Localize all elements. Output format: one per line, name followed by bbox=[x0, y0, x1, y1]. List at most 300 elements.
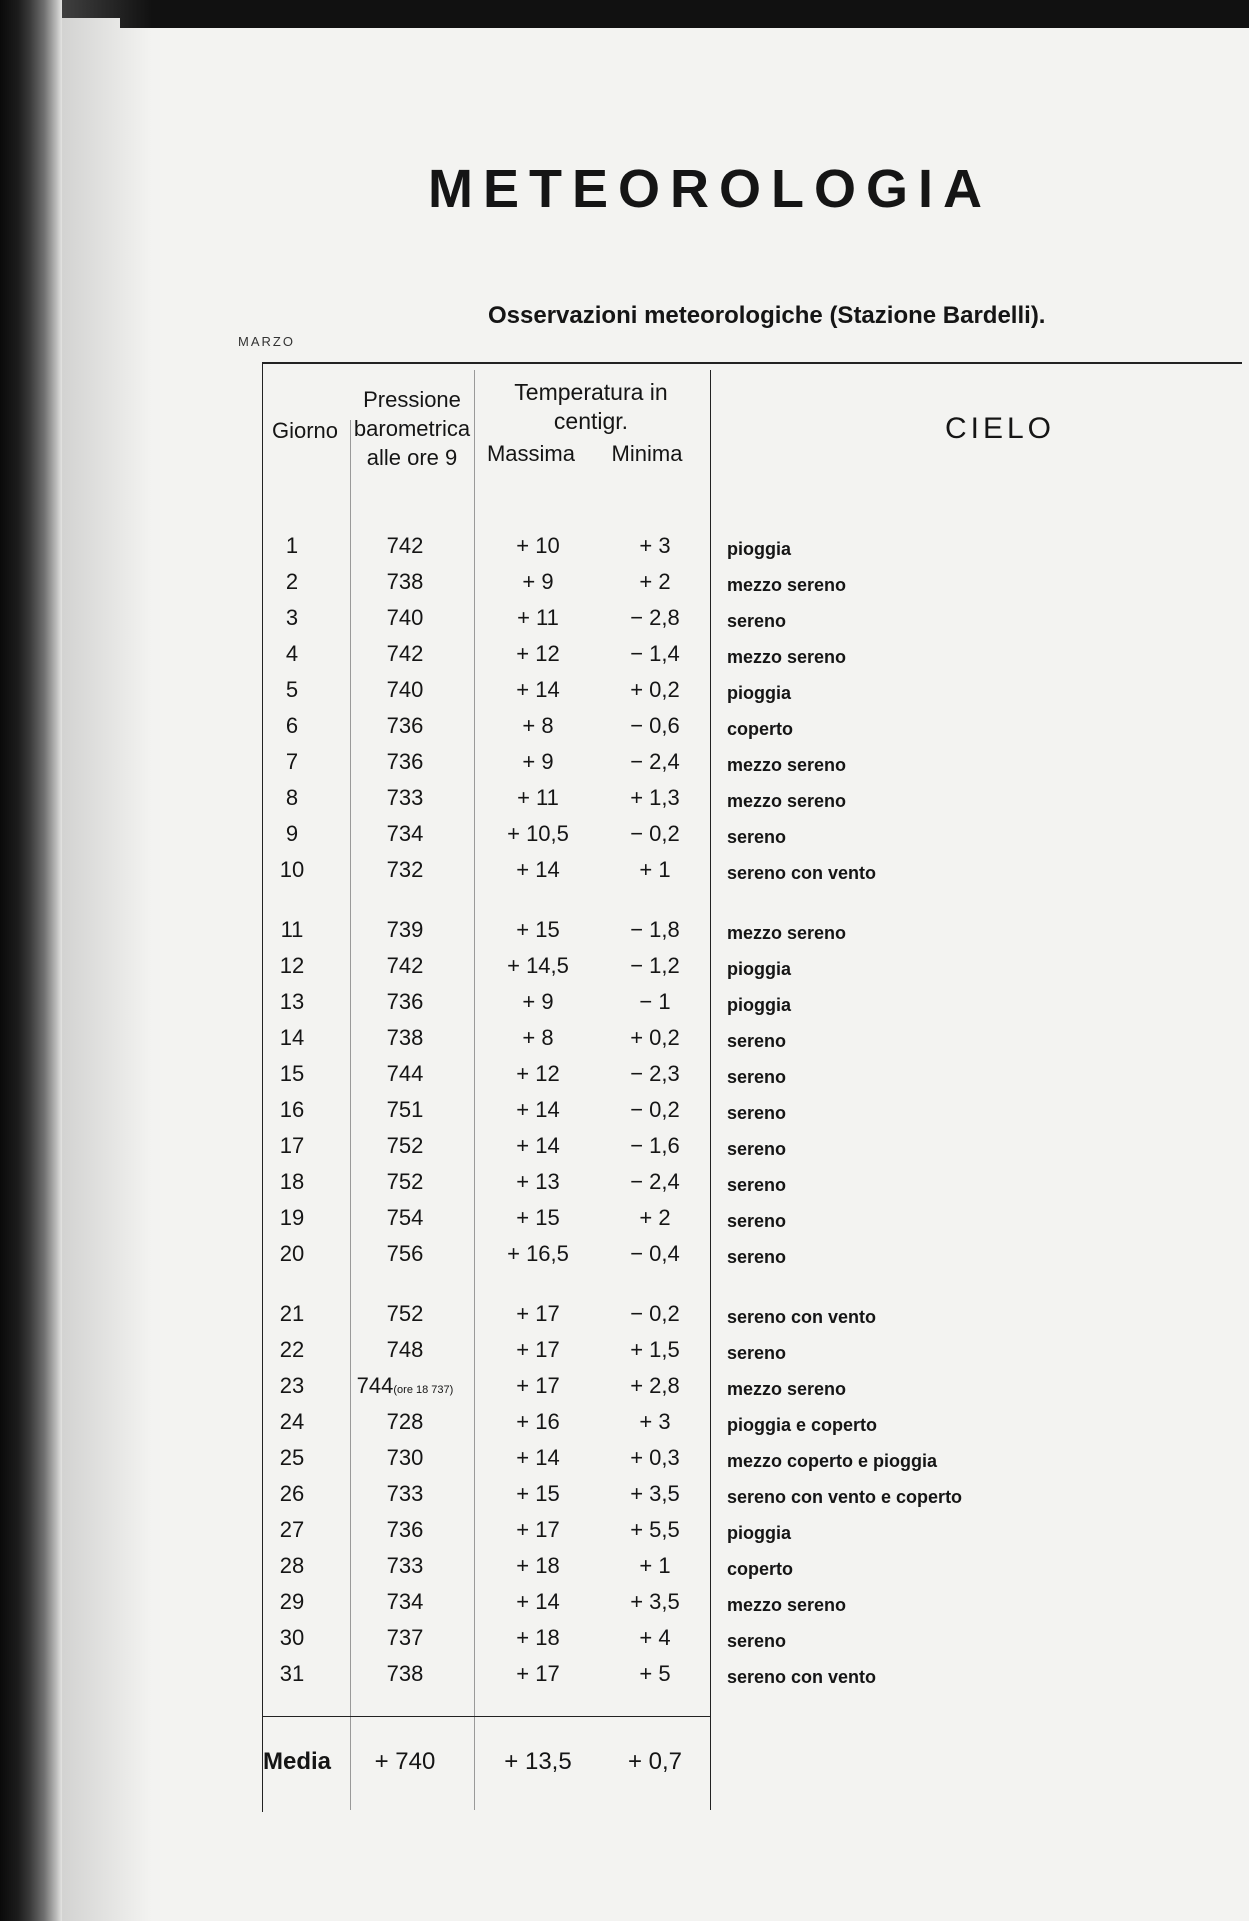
day-cell-text: 27 bbox=[279, 1517, 305, 1542]
media-top-rule bbox=[262, 1716, 710, 1717]
pressure-cell bbox=[350, 533, 460, 559]
pressure-cell bbox=[350, 1625, 460, 1651]
pressure-cell bbox=[350, 785, 460, 811]
max-temp-cell bbox=[478, 1373, 598, 1399]
table-row bbox=[262, 1517, 962, 1553]
pressure-cell bbox=[350, 1445, 460, 1471]
sky-cell-text: sereno bbox=[727, 827, 787, 847]
min-temp-cell bbox=[600, 1445, 710, 1471]
sky-cell-text: sereno bbox=[727, 611, 787, 631]
day-cell bbox=[262, 1097, 322, 1123]
sky-cell-text: mezzo sereno bbox=[727, 1595, 847, 1615]
pressure-cell bbox=[350, 857, 460, 883]
sky-cell-text: mezzo sereno bbox=[727, 575, 847, 595]
min-temp-cell-text: − 1,6 bbox=[630, 1133, 680, 1158]
sky-cell-text: sereno con vento e coperto bbox=[727, 1487, 963, 1507]
pressure-cell-text: 742 bbox=[386, 953, 424, 978]
pressure-cell bbox=[350, 953, 460, 979]
sky-cell-text: pioggia bbox=[727, 995, 791, 1015]
scan-top-edge bbox=[120, 18, 1249, 32]
pressure-cell bbox=[350, 1301, 460, 1327]
table-row bbox=[262, 1097, 962, 1133]
max-temp-cell-text: + 17 bbox=[516, 1373, 560, 1398]
table-row bbox=[262, 857, 962, 893]
day-cell bbox=[262, 857, 322, 883]
pressure-cell-text: 737 bbox=[386, 1625, 424, 1650]
header-cielo: CIELO bbox=[944, 412, 1056, 445]
min-temp-cell bbox=[600, 1661, 710, 1687]
pressure-cell-text: 734 bbox=[386, 821, 424, 846]
min-temp-cell bbox=[600, 989, 710, 1015]
max-temp-cell bbox=[478, 677, 598, 703]
min-temp-cell-text: + 5,5 bbox=[630, 1517, 680, 1542]
pressure-cell bbox=[350, 713, 460, 739]
sky-cell-text: sereno bbox=[727, 1631, 787, 1651]
min-temp-cell-text: + 2 bbox=[639, 569, 671, 594]
day-cell-text: 5 bbox=[285, 677, 299, 702]
max-temp-cell bbox=[478, 1409, 598, 1435]
day-cell bbox=[262, 1553, 322, 1579]
min-temp-cell bbox=[600, 1373, 710, 1399]
max-temp-cell-text: + 10 bbox=[516, 533, 560, 558]
min-temp-cell bbox=[600, 1481, 710, 1507]
sky-cell-text: pioggia bbox=[727, 959, 791, 979]
day-cell-text: 3 bbox=[285, 605, 299, 630]
max-temp-cell bbox=[478, 1205, 598, 1231]
sky-cell bbox=[727, 575, 846, 596]
min-temp-cell-text: + 3,5 bbox=[630, 1481, 680, 1506]
min-temp-cell bbox=[600, 1205, 710, 1231]
min-temp-cell bbox=[600, 569, 710, 595]
max-temp-cell-text: + 14 bbox=[516, 677, 560, 702]
max-temp-cell bbox=[478, 857, 598, 883]
sky-cell-text: sereno bbox=[727, 1343, 787, 1363]
sky-cell bbox=[727, 1487, 962, 1508]
day-cell bbox=[262, 1517, 322, 1543]
table-row bbox=[262, 1445, 962, 1481]
pressure-cell-text: 752 bbox=[386, 1133, 424, 1158]
day-cell-text: 21 bbox=[279, 1301, 305, 1326]
table-top-rule bbox=[262, 362, 1242, 364]
table-row bbox=[262, 953, 962, 989]
day-cell-text: 29 bbox=[279, 1589, 305, 1614]
day-cell-text: 23 bbox=[279, 1373, 305, 1398]
sky-cell-text: sereno con vento bbox=[727, 1667, 877, 1687]
day-cell-text: 28 bbox=[279, 1553, 305, 1578]
day-cell bbox=[262, 1133, 322, 1159]
max-temp-cell bbox=[478, 917, 598, 943]
day-cell-text: 19 bbox=[279, 1205, 305, 1230]
day-cell bbox=[262, 785, 322, 811]
pressure-cell bbox=[350, 605, 460, 631]
max-temp-cell-text: + 9 bbox=[522, 749, 554, 774]
day-cell-text: 18 bbox=[279, 1169, 305, 1194]
day-cell-text: 17 bbox=[279, 1133, 305, 1158]
day-cell bbox=[262, 989, 322, 1015]
sky-cell-text: coperto bbox=[727, 719, 794, 739]
sky-cell bbox=[727, 647, 846, 668]
pressure-cell-text: 736 bbox=[386, 713, 424, 738]
pressure-cell-text: 744 bbox=[356, 1373, 394, 1398]
min-temp-cell-text: − 0,4 bbox=[630, 1241, 680, 1266]
pressure-cell bbox=[350, 1241, 460, 1267]
day-cell bbox=[262, 1169, 322, 1195]
max-temp-cell-text: + 17 bbox=[516, 1301, 560, 1326]
pressure-cell bbox=[350, 1553, 460, 1579]
sky-cell-text: pioggia bbox=[727, 683, 791, 703]
max-temp-cell-text: + 16 bbox=[516, 1409, 560, 1434]
sky-cell-text: mezzo sereno bbox=[727, 923, 847, 943]
pressure-cell bbox=[350, 1481, 460, 1507]
header-giorno: Giorno bbox=[271, 418, 339, 443]
sky-cell bbox=[727, 1595, 846, 1616]
pressure-cell bbox=[350, 1337, 460, 1363]
sky-cell bbox=[727, 923, 846, 944]
max-temp-cell bbox=[478, 953, 598, 979]
max-temp-cell bbox=[478, 1553, 598, 1579]
min-temp-cell-text: + 3 bbox=[639, 1409, 671, 1434]
min-temp-cell-text: − 1,2 bbox=[630, 953, 680, 978]
pressure-cell bbox=[350, 1409, 460, 1435]
min-temp-cell bbox=[600, 1589, 710, 1615]
min-temp-cell-text: − 1,4 bbox=[630, 641, 680, 666]
max-temp-cell bbox=[478, 1517, 598, 1543]
pressure-cell-text: 736 bbox=[386, 1517, 424, 1542]
min-temp-cell-text: + 4 bbox=[639, 1625, 671, 1650]
sky-cell-text: pioggia e coperto bbox=[727, 1415, 878, 1435]
day-cell-text: 26 bbox=[279, 1481, 305, 1506]
day-cell bbox=[262, 1445, 322, 1471]
min-temp-cell-text: − 1 bbox=[639, 989, 671, 1014]
max-temp-cell-text: + 14 bbox=[516, 1133, 560, 1158]
max-temp-cell bbox=[478, 1097, 598, 1123]
min-temp-cell bbox=[600, 1517, 710, 1543]
pressure-cell-text: 738 bbox=[386, 569, 424, 594]
min-temp-cell-text: − 2,4 bbox=[630, 749, 680, 774]
pressure-cell-text: 752 bbox=[386, 1301, 424, 1326]
min-temp-cell-text: − 1,8 bbox=[630, 917, 680, 942]
day-cell-text: 11 bbox=[280, 917, 304, 942]
sky-cell-text: sereno bbox=[727, 1175, 787, 1195]
pressure-cell-text: 733 bbox=[386, 785, 424, 810]
max-temp-cell-text: + 9 bbox=[522, 989, 554, 1014]
min-temp-cell bbox=[600, 605, 710, 631]
table-row bbox=[262, 1337, 962, 1373]
table-row bbox=[262, 1661, 962, 1697]
day-cell bbox=[262, 917, 322, 943]
min-temp-cell bbox=[600, 821, 710, 847]
table-row bbox=[262, 1133, 962, 1169]
table-row bbox=[262, 1061, 962, 1097]
pressure-cell bbox=[350, 989, 460, 1015]
table-row bbox=[262, 749, 962, 785]
sky-cell-text: mezzo sereno bbox=[727, 791, 847, 811]
table-row bbox=[262, 989, 962, 1025]
max-temp-cell-text: + 18 bbox=[516, 1625, 560, 1650]
max-temp-cell-text: + 14,5 bbox=[507, 953, 569, 978]
sky-cell-text: sereno bbox=[727, 1247, 787, 1267]
min-temp-cell-text: + 3,5 bbox=[630, 1589, 680, 1614]
day-cell bbox=[262, 713, 322, 739]
pressure-cell bbox=[350, 1133, 460, 1159]
min-temp-cell bbox=[600, 1301, 710, 1327]
max-temp-cell-text: + 14 bbox=[516, 1097, 560, 1122]
min-temp-cell-text: + 2 bbox=[639, 1205, 671, 1230]
table-row bbox=[262, 1301, 962, 1337]
min-temp-cell-text: + 3 bbox=[639, 533, 671, 558]
sky-cell bbox=[727, 1559, 793, 1580]
pressure-cell-text: 733 bbox=[386, 1481, 424, 1506]
pressure-cell-text: 742 bbox=[386, 533, 424, 558]
sky-cell bbox=[727, 1631, 786, 1652]
month-label: MARZO bbox=[238, 334, 295, 349]
day-cell-text: 9 bbox=[285, 821, 299, 846]
min-temp-cell bbox=[600, 1133, 710, 1159]
day-cell bbox=[262, 1337, 322, 1363]
binding-shadow bbox=[62, 0, 152, 1921]
sky-cell-text: pioggia bbox=[727, 1523, 791, 1543]
sky-cell-text: mezzo sereno bbox=[727, 755, 847, 775]
max-temp-cell bbox=[478, 1025, 598, 1051]
sky-cell bbox=[727, 1415, 877, 1436]
table-row bbox=[262, 785, 962, 821]
table-row bbox=[262, 1481, 962, 1517]
min-temp-cell bbox=[600, 1061, 710, 1087]
day-cell-text: 16 bbox=[279, 1097, 305, 1122]
max-temp-cell-text: + 15 bbox=[516, 1205, 560, 1230]
day-cell bbox=[262, 821, 322, 847]
max-temp-cell-text: + 13 bbox=[516, 1169, 560, 1194]
sky-cell bbox=[727, 611, 786, 632]
day-cell-text: 30 bbox=[279, 1625, 305, 1650]
sky-cell bbox=[727, 755, 846, 776]
book-binding-edge bbox=[0, 0, 62, 1921]
day-cell bbox=[262, 1301, 322, 1327]
max-temp-cell-text: + 11 bbox=[517, 785, 559, 810]
min-temp-cell bbox=[600, 749, 710, 775]
max-temp-cell bbox=[478, 989, 598, 1015]
sky-cell bbox=[727, 539, 791, 560]
table-row bbox=[262, 641, 962, 677]
sky-cell-text: mezzo sereno bbox=[727, 647, 847, 667]
day-cell bbox=[262, 953, 322, 979]
media-max: + 13,5 bbox=[504, 1748, 572, 1775]
max-temp-cell-text: + 17 bbox=[516, 1517, 560, 1542]
min-temp-cell-text: − 0,2 bbox=[630, 1301, 680, 1326]
pressure-cell-text: 739 bbox=[386, 917, 424, 942]
min-temp-cell-text: + 1,3 bbox=[630, 785, 680, 810]
min-temp-cell bbox=[600, 857, 710, 883]
max-temp-cell bbox=[478, 569, 598, 595]
sky-cell-text: mezzo coperto e pioggia bbox=[727, 1451, 938, 1471]
pressure-cell-text: 730 bbox=[386, 1445, 424, 1470]
day-cell-text: 31 bbox=[279, 1661, 305, 1686]
pressure-cell bbox=[350, 1097, 460, 1123]
day-cell bbox=[262, 1481, 322, 1507]
table-row bbox=[262, 1373, 962, 1409]
min-temp-cell bbox=[600, 1025, 710, 1051]
scan-top-notch bbox=[1170, 0, 1249, 26]
pressure-cell bbox=[350, 1025, 460, 1051]
day-cell bbox=[262, 1661, 322, 1687]
min-temp-cell bbox=[600, 1337, 710, 1363]
max-temp-cell bbox=[478, 1301, 598, 1327]
min-temp-cell-text: + 1 bbox=[639, 1553, 671, 1578]
day-cell-text: 24 bbox=[279, 1409, 305, 1434]
max-temp-cell-text: + 12 bbox=[516, 1061, 560, 1086]
min-temp-cell-text: + 1 bbox=[639, 857, 671, 882]
day-cell bbox=[262, 1061, 322, 1087]
day-cell bbox=[262, 749, 322, 775]
pressure-cell-text: 736 bbox=[386, 749, 424, 774]
pressure-cell bbox=[350, 1169, 460, 1195]
day-cell-text: 12 bbox=[279, 953, 305, 978]
media-label: Media bbox=[262, 1748, 331, 1775]
max-temp-cell bbox=[478, 785, 598, 811]
sky-cell bbox=[727, 959, 791, 980]
max-temp-cell-text: + 8 bbox=[522, 1025, 554, 1050]
table-row bbox=[262, 1025, 962, 1061]
min-temp-cell-text: + 0,2 bbox=[630, 1025, 680, 1050]
day-cell-text: 20 bbox=[279, 1241, 305, 1266]
scan-top-border bbox=[0, 0, 1249, 18]
table-row bbox=[262, 1205, 962, 1241]
pressure-cell bbox=[350, 917, 460, 943]
table-row bbox=[262, 917, 962, 953]
max-temp-cell-text: + 14 bbox=[516, 857, 560, 882]
min-temp-cell bbox=[600, 785, 710, 811]
day-cell-text: 4 bbox=[285, 641, 299, 666]
day-cell bbox=[262, 641, 322, 667]
pressure-cell bbox=[350, 821, 460, 847]
day-cell bbox=[262, 1409, 322, 1435]
pressure-cell-text: 754 bbox=[386, 1205, 424, 1230]
min-temp-cell-text: + 2,8 bbox=[630, 1373, 680, 1398]
max-temp-cell bbox=[478, 1241, 598, 1267]
media-min: + 0,7 bbox=[627, 1748, 683, 1775]
sky-cell-text: coperto bbox=[727, 1559, 794, 1579]
table-row bbox=[262, 1589, 962, 1625]
pressure-cell-text: 756 bbox=[386, 1241, 424, 1266]
max-temp-cell-text: + 14 bbox=[516, 1589, 560, 1614]
sky-cell bbox=[727, 683, 791, 704]
max-temp-cell bbox=[478, 1169, 598, 1195]
max-temp-cell-text: + 16,5 bbox=[507, 1241, 569, 1266]
pressure-cell bbox=[350, 1205, 460, 1231]
max-temp-cell bbox=[478, 1589, 598, 1615]
min-temp-cell bbox=[600, 953, 710, 979]
day-cell bbox=[262, 1241, 322, 1267]
max-temp-cell bbox=[478, 713, 598, 739]
min-temp-cell-text: − 2,4 bbox=[630, 1169, 680, 1194]
min-temp-cell bbox=[600, 533, 710, 559]
min-temp-cell bbox=[600, 1553, 710, 1579]
table-row bbox=[262, 1553, 962, 1589]
min-temp-cell bbox=[600, 917, 710, 943]
sky-cell bbox=[727, 719, 793, 740]
pressure-cell-text: 740 bbox=[386, 677, 424, 702]
day-cell-text: 25 bbox=[279, 1445, 305, 1470]
pressure-cell bbox=[350, 1517, 460, 1543]
day-cell bbox=[262, 1589, 322, 1615]
day-cell-text: 8 bbox=[285, 785, 299, 810]
day-cell-text: 2 bbox=[285, 569, 299, 594]
header-pressione-line2: barometrica bbox=[353, 416, 471, 441]
pressure-cell bbox=[350, 641, 460, 667]
max-temp-cell-text: + 17 bbox=[516, 1661, 560, 1686]
max-temp-cell-text: + 17 bbox=[516, 1337, 560, 1362]
min-temp-cell-text: + 5 bbox=[639, 1661, 671, 1686]
table-row bbox=[262, 569, 962, 605]
day-cell bbox=[262, 569, 322, 595]
day-cell bbox=[262, 1205, 322, 1231]
max-temp-cell bbox=[478, 1133, 598, 1159]
min-temp-cell-text: + 1,5 bbox=[630, 1337, 680, 1362]
sky-cell bbox=[727, 1379, 846, 1400]
sky-cell bbox=[727, 1103, 786, 1124]
min-temp-cell bbox=[600, 677, 710, 703]
media-pressure: + 740 bbox=[374, 1748, 436, 1775]
pressure-cell-text: 732 bbox=[386, 857, 424, 882]
sky-cell-text: sereno con vento bbox=[727, 863, 877, 883]
max-temp-cell bbox=[478, 1337, 598, 1363]
day-cell-text: 6 bbox=[285, 713, 299, 738]
day-cell-text: 1 bbox=[285, 533, 299, 558]
max-temp-cell-text: + 15 bbox=[516, 917, 560, 942]
pressure-note: (ore 18 737) bbox=[393, 1384, 454, 1396]
table-subtitle: Osservazioni meteorologiche (Stazione Bardelli). bbox=[488, 302, 1046, 329]
min-temp-cell bbox=[600, 1169, 710, 1195]
max-temp-cell bbox=[478, 1481, 598, 1507]
sky-cell-text: sereno con vento bbox=[727, 1307, 877, 1327]
pressure-cell-text: 744 bbox=[386, 1061, 424, 1086]
day-cell bbox=[262, 677, 322, 703]
sky-cell-text: sereno bbox=[727, 1211, 787, 1231]
sky-cell bbox=[727, 1451, 937, 1472]
day-cell-text: 14 bbox=[279, 1025, 305, 1050]
max-temp-cell bbox=[478, 605, 598, 631]
sky-cell bbox=[727, 1031, 786, 1052]
table-row bbox=[262, 1625, 962, 1661]
pressure-cell-text: 736 bbox=[386, 989, 424, 1014]
pressure-cell bbox=[350, 1661, 460, 1687]
sky-cell-text: pioggia bbox=[727, 539, 791, 559]
table-row bbox=[262, 1241, 962, 1277]
day-cell-text: 7 bbox=[285, 749, 299, 774]
pressure-cell bbox=[350, 1061, 460, 1087]
day-cell-text: 22 bbox=[279, 1337, 305, 1362]
max-temp-cell-text: + 18 bbox=[516, 1553, 560, 1578]
min-temp-cell bbox=[600, 1241, 710, 1267]
min-temp-cell bbox=[600, 641, 710, 667]
max-temp-cell-text: + 8 bbox=[522, 713, 554, 738]
day-cell bbox=[262, 1373, 322, 1399]
min-temp-cell-text: − 2,3 bbox=[630, 1061, 680, 1086]
sky-cell bbox=[727, 995, 791, 1016]
pressure-cell bbox=[350, 569, 460, 595]
table-row bbox=[262, 1169, 962, 1205]
max-temp-cell bbox=[478, 641, 598, 667]
sky-cell bbox=[727, 1067, 786, 1088]
pressure-cell-text: 733 bbox=[386, 1553, 424, 1578]
pressure-cell-text: 734 bbox=[386, 1589, 424, 1614]
header-massima: Massima bbox=[486, 441, 575, 466]
sky-cell bbox=[727, 1139, 786, 1160]
sky-cell bbox=[727, 827, 786, 848]
sky-cell bbox=[727, 1247, 786, 1268]
header-minima: Minima bbox=[611, 441, 683, 466]
header-temperatura: Temperatura in centigr. bbox=[514, 379, 668, 434]
